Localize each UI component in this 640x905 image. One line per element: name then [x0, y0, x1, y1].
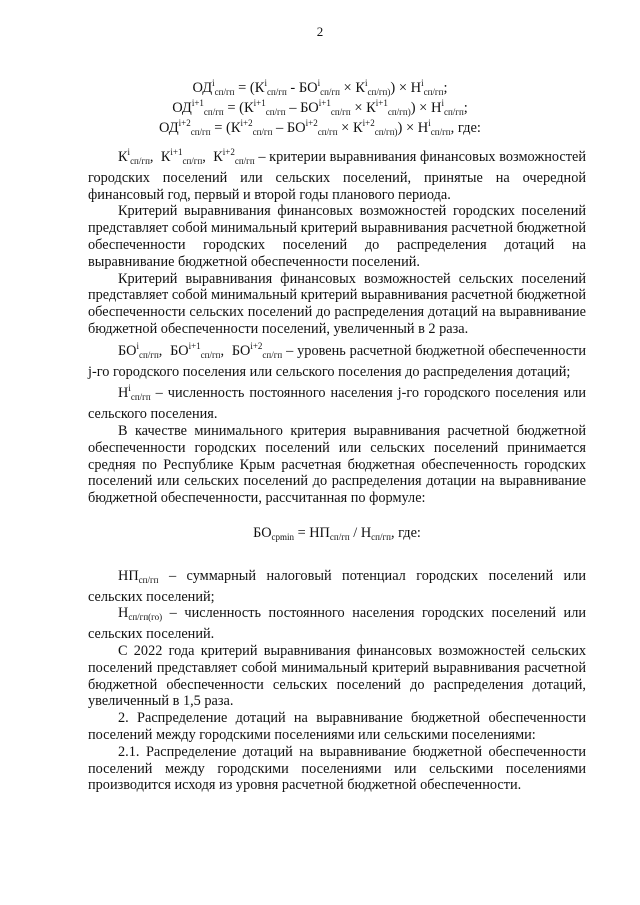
paragraph-rural-criterion: Критерий выравнивания финансовых возможностей сельских поселений представляет собой минимальный критерий выравнивания расчетной бюджетной обеспеченности сельских поселений до распределения дотаций на выравнивание бюджетной обеспеченности поселений, увеличенный в 2 раза.	[88, 270, 586, 337]
formula-group	[0, 78, 640, 137]
formula-od-i2: $ОД^{i+2}_{сп/гп} = (К^{i+2}_{сп/гп} - БО^{i+2}_{сп/гп} \times К^{i+2}_{сп/гп)}) \times Н^i_{сп/гп}$, где:	[159, 117, 481, 137]
document-body	[88, 144, 586, 794]
paragraph-bo-definition: $БО^i_{сп/гп}$, $БО^{i+1}_{сп/гп}$, $БО^{i+2}_{сп/гп}$ – уровень расчетной бюджетной обеспеченности j-го городского поселения или сельского поселения до распределения дотаций;	[88, 340, 586, 380]
formula-od-i: $ОД^i_{сп/гп} = (К^i_{сп/гп} - БО^i_{сп/гп} \times К^i_{сп/гп)}) \times Н^i_{сп/гп}$;	[192, 78, 448, 97]
paragraph-np-definition: $НП_{сп/гп}$ – суммарный налоговый потенциал городских поселений или сельских поселений;	[88, 567, 586, 605]
paragraph-2022: С 2022 года критерий выравнивания финансовых возможностей сельских поселений представляет собой минимальный критерий выравнивания расчетной бюджетной обеспеченности сельских поселений до распределения дотаций, увеличенный в 1,5 раза.	[88, 642, 586, 710]
paragraph-n-definition: $Н_{сп/гп(го)}$ – численность постоянного населения городских поселений или сельских поселений.	[88, 605, 586, 643]
page-number: 2	[316, 24, 324, 39]
formula-bo-min: $БО_{срmin} = НП_{сп/гп} / Н_{сп/гп}$, где:	[253, 524, 421, 542]
paragraph-min-criterion: В качестве минимального критерия выравнивания расчетной бюджетной обеспеченности городских поселений или сельских поселений принимается средняя по Республике Крым расчетная бюджетная обеспеченность городских поселений или сельских поселений до распределения дотации на выравнивание бюджетной обеспеченности, рассчитанная по формуле:	[88, 422, 586, 507]
paragraph-section-2: 2. Распределение дотаций на выравнивание бюджетной обеспеченности поселений между городскими поселениями или сельскими поселениями:	[88, 710, 586, 743]
formula-od-i1: $ОД^{i+1}_{сп/гп} = (К^{i+1}_{сп/гп} - БО^{i+1}_{сп/гп} \times К^{i+1}_{сп/гп)}) \times Н^i_{сп/гп}$;	[172, 97, 468, 117]
paragraph-k-definition: $К^i_{сп/гп}$, $К^{i+1}_{сп/гп}$, $К^{i+2}_{сп/гп}$ – критерии выравнивания финансовых возможностей городских поселений или сельских поселений, принятые на очередной финансовый год, первый и второй годы планового периода.	[88, 147, 586, 203]
paragraph-h-definition: $Н^i_{сп/гп}$ – численность постоянного населения j-го городского поселения или сельского поселения.	[88, 383, 586, 423]
paragraph-section-2-1: 2.1. Распределение дотаций на выравнивание бюджетной обеспеченности поселений между городскими поселениями или сельскими поселениями производится исходя из уровня расчетной бюджетной обеспеченности.	[88, 743, 586, 794]
paragraph-urban-criterion: Критерий выравнивания финансовых возможностей городских поселений представляет собой минимальный критерий выравнивания расчетной бюджетной обеспеченности городских поселений до распределения дотаций на выравнивание бюджетной обеспеченности поселений.	[88, 203, 586, 270]
